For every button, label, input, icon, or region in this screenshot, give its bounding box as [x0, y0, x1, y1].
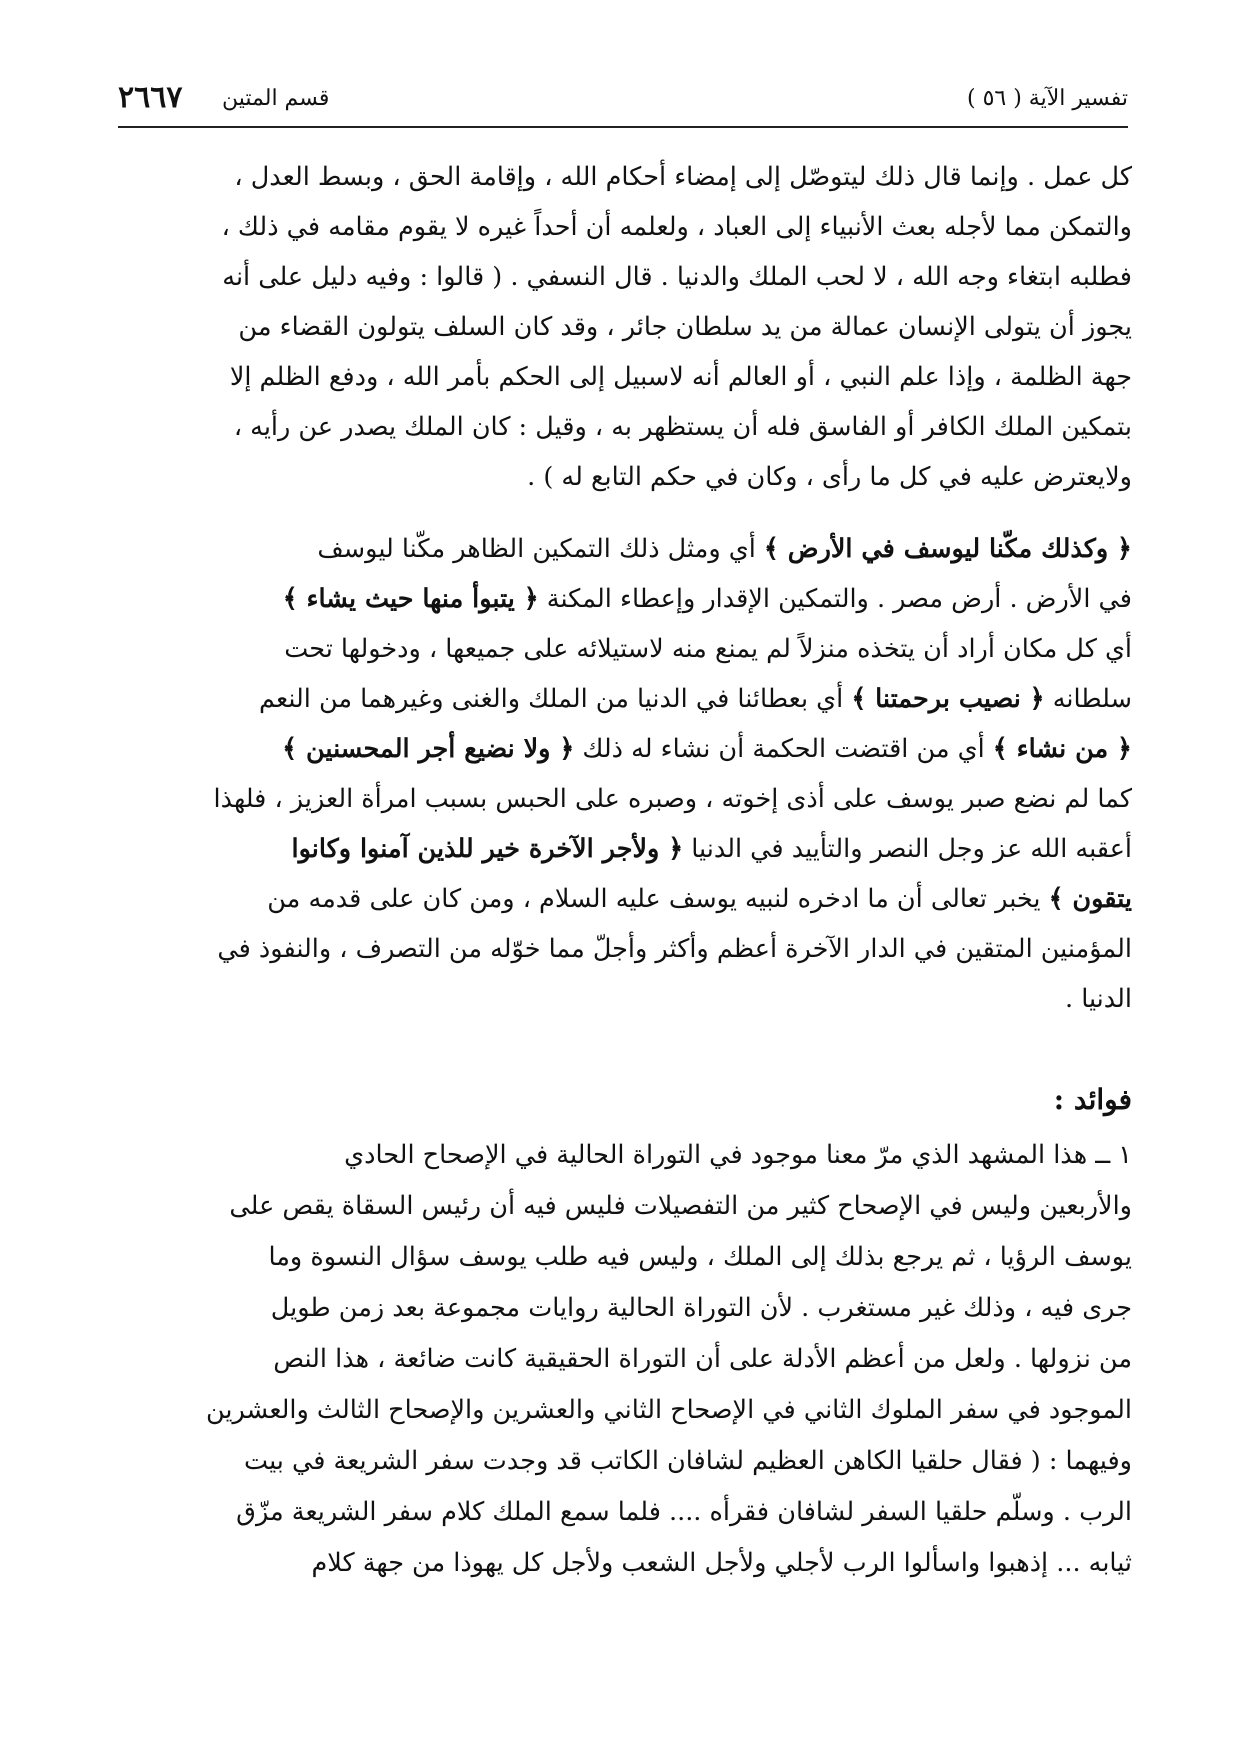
quran-quote: ﴿ يتبوأ منها حيث يشاء ﴾ [282, 584, 539, 614]
header-rule [118, 126, 1128, 128]
text-line: بتمكين الملك الكافر أو الفاسق فله أن يستظهر به ، وقيل : كان الملك يصدر عن رأيه ، [233, 412, 1132, 442]
text-line: ١ ــ هذا المشهد الذي مرّ معنا موجود في التوراة الحالية في الإصحاح الحادي [344, 1140, 1132, 1170]
text-line: وفيهما : ( فقال حلقيا الكاهن العظيم لشافان الكاتب قد وجدت سفر الشريعة في بيت [244, 1446, 1132, 1476]
text-span: أي كل مكان أراد أن يتخذه منزلاً لم يمنع منه لاستيلائه على جميعها ، ودخولها تحت [284, 634, 1132, 664]
text-line: كل عمل . وإنما قال ذلك ليتوصّل إلى إمضاء أحكام الله ، وإقامة الحق ، وبسط العدل ، [234, 162, 1132, 192]
text-line: الموجود في سفر الملوك الثاني في الإصحاح الثاني والعشرين والإصحاح الثالث والعشرين [206, 1395, 1132, 1425]
text-line: والتمكن مما لأجله بعث الأنبياء إلى العباد ، ولعلمه أن أحداً غيره لا يقوم مقامه في ذلك ، [221, 212, 1132, 242]
verse-reference: تفسير الآية ( ٥٦ ) [966, 86, 1128, 111]
text-line: من نزولها . ولعل من أعظم الأدلة على أن التوراة الحقيقية كانت ضائعة ، هذا النص [273, 1344, 1132, 1374]
page-body [112, 152, 1132, 1589]
quran-quote: ﴿ ولا نضيع أجر المحسنين ﴾ [282, 734, 575, 764]
text-line: يجوز أن يتولى الإنسان عمالة من يد سلطان جائر ، وقد كان السلف يتولون القضاء من [238, 312, 1132, 342]
text-line: ثيابه ... إذهبوا واسألوا الرب لأجلي ولأجل الشعب ولأجل كل يهوذا من جهة كلام [311, 1548, 1132, 1578]
text-line: ولايعترض عليه في كل ما رأى ، وكان في حكم التابع له ) . [527, 462, 1132, 492]
paragraph-verse-explanation [112, 524, 1132, 1024]
text-line [112, 774, 1132, 824]
benefits-heading: فوائد : [1053, 1083, 1132, 1116]
page-number: ٢٦٦٧ [118, 80, 183, 115]
text-line [112, 974, 1132, 1024]
section-title: قسم المتين [222, 86, 330, 111]
quran-quote: ﴿ نصيب برحمتنا ﴾ [851, 684, 1045, 714]
text-span: أي ومثل ذلك التمكين الظاهر مكّنا ليوسف [317, 534, 764, 564]
text-line [112, 674, 1132, 724]
text-line: فطلبه ابتغاء وجه الله ، لا لحب الملك والدنيا . قال النسفي . ( قالوا : وفيه دليل على أنه [222, 262, 1132, 292]
text-line [112, 824, 1132, 874]
text-line: جهة الظلمة ، وإذا علم النبي ، أو العالم أنه لاسبيل إلى الحكم بأمر الله ، ودفع الظلم إلا [229, 362, 1132, 392]
text-line: يوسف الرؤيا ، ثم يرجع بذلك إلى الملك ، وليس فيه طلب يوسف سؤال النسوة وما [268, 1242, 1132, 1272]
text-span: في الأرض . أرض مصر . والتمكين الإقدار وإعطاء المكنة [538, 584, 1132, 614]
text-line: جرى فيه ، وذلك غير مستغرب . لأن التوراة الحالية روايات مجموعة بعد زمن طويل [270, 1293, 1132, 1323]
text-span: المؤمنين المتقين في الدار الآخرة أعظم وأكثر وأجلّ مما خوّله من التصرف ، والنفوذ في [217, 934, 1132, 964]
text-line: الرب . وسلّم حلقيا السفر لشافان فقرأه .... فلما سمع الملك كلام سفر الشريعة مزّق [236, 1497, 1132, 1527]
text-span: يخبر تعالى أن ما ادخره لنبيه يوسف عليه السلام ، ومن كان على قدمه من [267, 884, 1049, 914]
text-span: أعقبه الله عز وجل النصر والتأييد في الدنيا [683, 834, 1132, 864]
text-line [112, 724, 1132, 774]
text-line [112, 924, 1132, 974]
text-span: أي بعطائنا في الدنيا من الملك والغنى وغيرهما من النعم [259, 684, 852, 714]
quran-quote: يتقون ﴾ [1048, 884, 1132, 914]
text-span: كما لم نضع صبر يوسف على أذى إخوته ، وصبره على الحبس بسبب امرأة العزيز ، فلهذا [213, 784, 1132, 814]
text-span: سلطانه [1044, 684, 1132, 714]
text-line [112, 524, 1132, 574]
text-span: الدنيا . [1064, 984, 1132, 1014]
quran-quote: ﴿ ولأجر الآخرة خير للذين آمنوا وكانوا [291, 834, 684, 864]
benefits-paragraph [112, 1130, 1132, 1589]
quran-quote: ﴿ من نشاء ﴾ [992, 734, 1132, 764]
text-line [112, 574, 1132, 624]
text-line [112, 624, 1132, 674]
text-line: والأربعين وليس في الإصحاح كثير من التفصيلات فليس فيه أن رئيس السقاة يقص على [229, 1191, 1132, 1221]
text-line [112, 874, 1132, 924]
quran-quote: ﴿ وكذلك مكّنا ليوسف في الأرض ﴾ [763, 534, 1132, 564]
running-header [118, 80, 1128, 120]
paragraph-commentary [112, 152, 1132, 502]
text-span: أي من اقتضت الحكمة أن نشاء له ذلك [574, 734, 993, 764]
